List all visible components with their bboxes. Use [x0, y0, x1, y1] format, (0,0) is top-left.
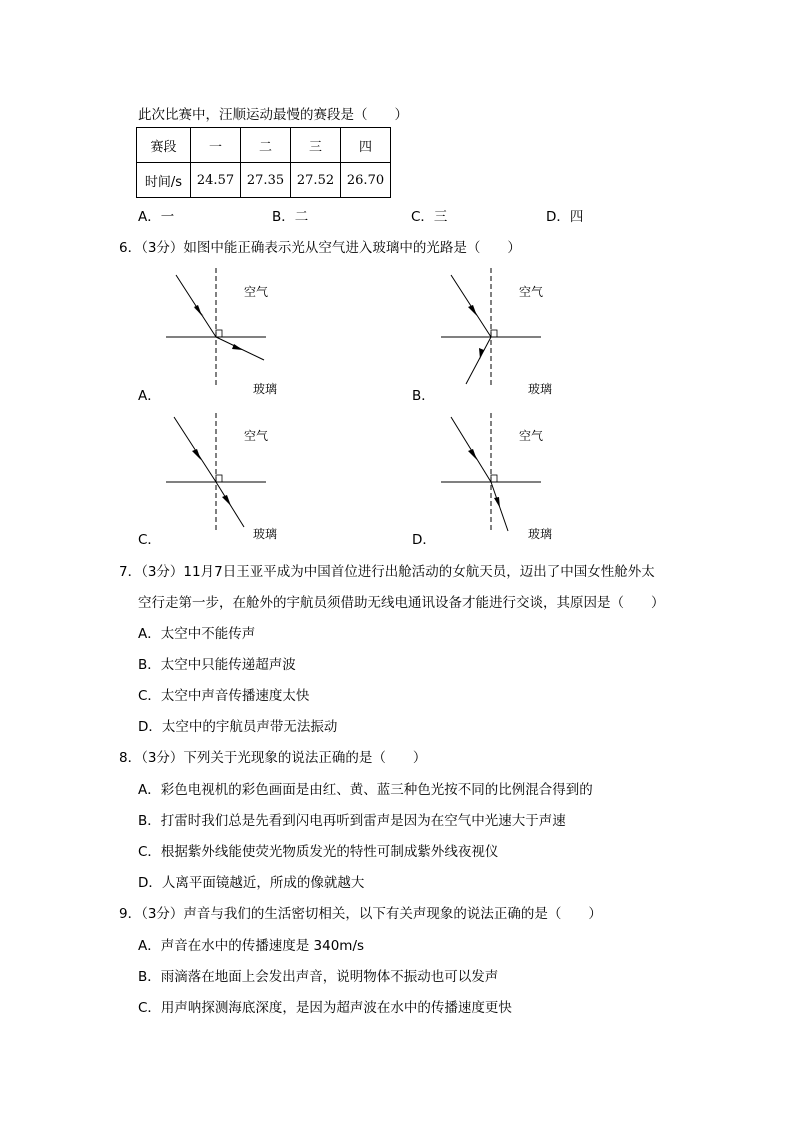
fig-b-air-label: 空气: [519, 285, 544, 299]
q9-option-c[interactable]: C．用声呐探测海底深度，是因为超声波在水中的传播速度更快: [138, 1000, 512, 1016]
table-cell: 一: [191, 128, 241, 163]
q7-option-d[interactable]: D．太空中的宇航员声带无法振动: [138, 719, 338, 735]
table-cell: 27.35: [241, 163, 291, 198]
q6-option-c[interactable]: C．: [138, 532, 161, 548]
fig-a-air-label: 空气: [244, 285, 269, 299]
table-row: [137, 163, 391, 198]
q8-option-d[interactable]: D．人离平面镜越近，所成的像就越大: [138, 875, 365, 891]
times-table: [136, 127, 391, 198]
q9-option-a[interactable]: A．声音在水中的传播速度是 340m/s: [138, 938, 365, 954]
fig-c-glass-label: 玻璃: [253, 527, 278, 541]
fig-a-glass-label: 玻璃: [253, 382, 278, 396]
table-cell: 24.57: [191, 163, 241, 198]
table-cell: 26.70: [341, 163, 391, 198]
table-cell: 27.52: [291, 163, 341, 198]
q8-option-a[interactable]: A．彩色电视机的彩色画面是由红、黄、蓝三种色光按不同的比例混合得到的: [138, 782, 593, 798]
q6-option-d[interactable]: D．: [412, 532, 436, 548]
q9-option-b[interactable]: B．雨滴落在地面上会发出声音，说明物体不振动也可以发声: [138, 969, 499, 985]
q5-option-b[interactable]: B．二: [272, 209, 309, 225]
q6-option-b[interactable]: B．: [412, 388, 435, 404]
q7-option-a[interactable]: A．太空中不能传声: [138, 626, 256, 642]
fig-b-glass-label: 玻璃: [528, 382, 553, 396]
fig-d-glass-label: 玻璃: [528, 527, 553, 541]
table-header-segment: 赛段: [137, 128, 191, 163]
q8-option-b[interactable]: B．打雷时我们总是先看到闪电再听到雷声是因为在空气中光速大于声速: [138, 813, 566, 829]
q6-option-a[interactable]: A．: [138, 388, 161, 404]
q5-stem: 此次比赛中，汪顺运动最慢的赛段是（ ）: [138, 107, 408, 123]
table-header-time: 时间/s: [137, 163, 191, 198]
q7-stem-line1: 7．（3分）11月7日王亚平成为中国首位进行出舱活动的女航天员，迈出了中国女性舱外太: [119, 564, 655, 580]
fig-c-air-label: 空气: [244, 429, 269, 443]
table-cell: 三: [291, 128, 341, 163]
q8-stem: 8．（3分）下列关于光现象的说法正确的是（ ）: [119, 750, 427, 766]
q7-option-b[interactable]: B．太空中只能传递超声波: [138, 657, 296, 673]
q5-option-c[interactable]: C．三: [411, 209, 448, 225]
table-row: [137, 128, 391, 163]
q5-option-d[interactable]: D．四: [546, 209, 584, 225]
fig-d-air-label: 空气: [519, 429, 544, 443]
q9-stem: 9．（3分）声音与我们的生活密切相关，以下有关声现象的说法正确的是（ ）: [119, 906, 602, 922]
q8-option-c[interactable]: C．根据紫外线能使荧光物质发光的特性可制成紫外线夜视仪: [138, 844, 499, 860]
table-cell: 四: [341, 128, 391, 163]
table-cell: 二: [241, 128, 291, 163]
q7-stem-line2: 空行走第一步，在舱外的宇航员须借助无线电通讯设备才能进行交谈，其原因是（ ）: [138, 595, 665, 611]
q7-option-c[interactable]: C．太空中声音传播速度太快: [138, 688, 310, 704]
q6-stem: 6．（3分）如图中能正确表示光从空气进入玻璃中的光路是（ ）: [119, 240, 521, 256]
q5-option-a[interactable]: A．一: [138, 209, 175, 225]
